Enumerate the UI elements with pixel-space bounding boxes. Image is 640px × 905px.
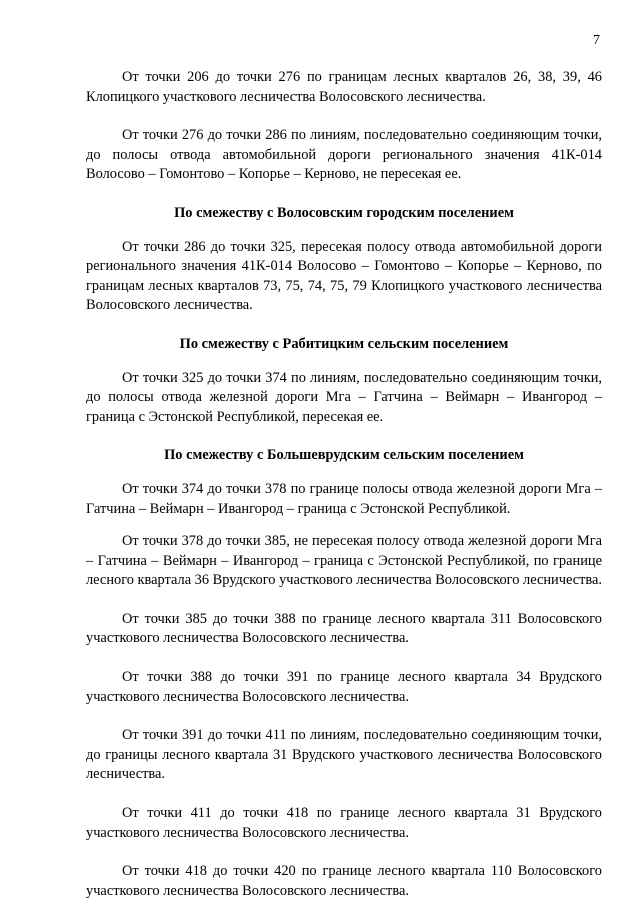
paragraph: От точки 276 до точки 286 по линиям, последовательно соединяющим точки, до полосы отвода автомобильной дороги регионального значения 41К-014 Волосово – Гомонтово – Копорье – Керново, не пересекая ее. [86,127,602,183]
paragraph: От точки 206 до точки 276 по границам лесных кварталов 26, 38, 39, 46 Клопицкого участкового лесничества Волосовского лесничества. [86,69,602,105]
section-heading: По смежеству с Волосовским городским поселением [174,204,514,221]
page-number: 7 [593,33,600,48]
paragraph: От точки 411 до точки 418 по границе лесного квартала 31 Врудского участкового лесничества Волосовского лесничества. [86,805,602,841]
section-heading: По смежеству с Большеврудским сельским поселением [164,447,524,464]
section-heading: По смежеству с Рабитицким сельским поселением [179,335,509,352]
paragraph: От точки 286 до точки 325, пересекая полосу отвода автомобильной дороги регионального значения 41К-014 Волосово – Гомонтово – Копорье – Керново, по границам лесных кварталов 73, 75, 74, 75, 79 Клопицкого участкового лесничества Волосовского лесничества. [86,238,602,314]
paragraph: От точки 325 до точки 374 по линиям, последовательно соединяющим точки, до полосы отвода железной дороги Мга – Гатчина – Веймарн – Ивангород – граница с Эстонской Республикой, пересекая ее. [86,369,602,425]
paragraph: От точки 391 до точки 411 по линиям, последовательно соединяющим точки, до границы лесного квартала 31 Врудского участкового лесничества Волосовского лесничества. [86,727,602,783]
paragraph: От точки 385 до точки 388 по границе лесного квартала 311 Волосовского участкового лесничества Волосовского лесничества. [86,610,602,647]
paragraph: От точки 388 до точки 391 по границе лесного квартала 34 Врудского участкового лесничества Волосовского лесничества. [86,669,602,705]
paragraph: От точки 374 до точки 378 по границе полосы отвода железной дороги Мга – Гатчина – Веймарн – Ивангород – граница с Эстонской Республикой. [86,480,602,517]
paragraph: От точки 378 до точки 385, не пересекая полосу отвода железной дороги Мга – Гатчина – Веймарн – Ивангород – граница с Эстонской Республикой, по границе лесного квартала 36 Врудского участкового лесничества Волосовского лесничества. [86,533,602,589]
paragraph: От точки 418 до точки 420 по границе лесного квартала 110 Волосовского участкового лесничества Волосовского лесничества. [86,863,602,899]
document-body [86,68,602,901]
